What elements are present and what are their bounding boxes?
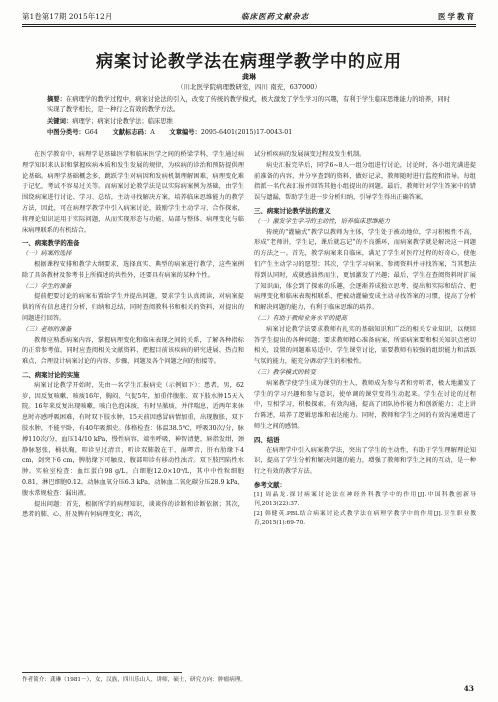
section-heading: 一、病案教学的准备 xyxy=(22,239,80,248)
reference-item: [2] 韩健英.PBL结合病案讨论式教学法在病理学教学中的作用[J].卫生职业教育,2015(1):69-70. xyxy=(254,510,476,527)
clc-value: G64 xyxy=(84,129,98,136)
affiliation: （川北医学院病理教研室，四川 南充，637000） xyxy=(177,83,321,91)
keywords-label: 关键词： xyxy=(47,118,73,125)
paragraph: 试分析疾病的发展演变过程及发生机制。 xyxy=(254,151,366,158)
paragraph: 病案教学使学生成为课堂的主人，教师成为参与者和旁听者，极大地激发了学生的学习兴趣和参与意识，使单调的课堂变得生动起来。学生在讨论的过程中，互相学习，积极探索，有效沟通，提高了团队协作能力和创新能力；走上讲台陈述，培养了逻辑思维和表达能力。同时，教师和学生之间的有效沟通增进了师生之间的感情。 xyxy=(254,379,476,430)
page-number: 43 xyxy=(463,684,474,693)
footnote-rule xyxy=(22,672,182,673)
section-name: 医学教育 xyxy=(438,12,476,21)
paragraph: 病案讨论教学法要求教师有扎实的基础知识和广泛的相关专业知识，以便回答学生提出的各种问题；要求教师精心准备病案，所需病案要和相关知识点密切相关，设置的问题难易适中，学生课堂讨论，需要教师有较强的组织能力和活跃气氛的能力，能充分调动学生的积极性。 xyxy=(254,325,476,366)
subsection-heading: （三）老师的准备 xyxy=(22,325,72,333)
journal-issue: 第1卷第17期 2015年12月 xyxy=(22,12,113,21)
article-no-label: 文章编号： xyxy=(169,129,201,136)
column-left xyxy=(22,150,244,521)
subsection-heading: （一）激发学生学习的主动性，培养临床思维能力 xyxy=(254,217,391,225)
references-title: 参考文献： xyxy=(254,480,286,489)
doc-code-value: A xyxy=(150,129,155,136)
keywords xyxy=(47,117,453,127)
paragraph: 在病理学中引入病案教学法，突出了学生的主动性，有助于学生理解理论知识，提高了学生分析和解决问题的能力，增强了教师和学生之间的互动，是一种行之有效的教学方法。 xyxy=(254,446,476,476)
section-heading: 三、病案讨论教学法的意义 xyxy=(254,206,331,215)
section-heading: 四、结语 xyxy=(254,435,280,444)
subsection-heading: （三）教学模式的转变 xyxy=(254,368,316,376)
paragraph: 在医学教育中，病理学是基础医学和临床医学之间的桥梁学科，学生通过病理学知识来认识和掌握疾病本质和发生发展的规律，为疾病的诊治和预防提供理论基础。病理学基础概念多，跳跃学生对病因和发病机制理解困难，病理变化难于记忆，考试不容易过关等。而病案讨论教学法是以实际病案例为基础，由学生围绕病案进行讨论、学习、总结，主动寻找解决方案，培养临床思维能力的教学方法，因此，可在病理学教学中引入病案讨论，鼓励学生主动学习、合作探索，将理论知识运用于实际问题，从而实现形态与功能、局部与整体、病理变化与临床病理联系的有机结合。 xyxy=(22,151,244,234)
reference-item: [1] 周晶龙.探讨病案讨论法在神经外科教学中的作用[J].中国科教创新导刊,2013(22):37. xyxy=(254,491,476,508)
paragraph: 教师应熟悉病案内容，掌握病理变化和临床表现之间的关系，了解各种指标的正常参考值。同时应查阅相关文献资料，把握目前该疾病的研究进展、热点和难点，合理设计病案讨论的内容、步骤，问题及各个问题之间的衔接等。 xyxy=(22,336,244,366)
subsection-heading: （二）有助于教师业务水平的提高 xyxy=(254,314,347,322)
author: 龚琳 xyxy=(242,72,256,81)
section-heading: 二、病案讨论的实施 xyxy=(22,370,80,379)
abstract-text: 在病理学的教学过程中，病案讨论法的引入，改变了传统的教学模式，极大激发了学生学习的兴趣，有利于学生临床思维能力的培养，同时实现了教学相长，是一种行之有效的教学方法。 xyxy=(47,96,450,113)
journal-name: 临床医药文献杂志 xyxy=(241,12,310,21)
article-meta xyxy=(47,128,453,138)
page-header xyxy=(22,10,476,23)
paragraph: 病史汇报完毕后，同学6~8人一组分组进行讨论，讨论时，各小组充满进提前准备的内容，并分享查到的资料，做好记录，教师随时进行监控和指导。每组指派一名代表汇报并回答其他小组提出的问题。最后，教师针对学生答案中的错误与遗漏，帮助学生进一步分析归纳，引导学生得出正确答案。 xyxy=(254,161,476,202)
header-rule-thin xyxy=(22,26,476,27)
header-rule xyxy=(22,24,476,25)
doc-code-label: 文献标志码： xyxy=(112,129,151,136)
article-title: 病案讨论教学法在病理学教学中的应用 xyxy=(96,52,402,72)
article-no-value: 2095-6401(2015)17-0043-01 xyxy=(200,129,293,136)
abstract-label: 摘要： xyxy=(47,96,66,103)
column-right xyxy=(254,150,476,529)
paragraph: 提前把要讨论的病案布置给学生并提出问题，要求学生认真阅读，对病案提供的所有信息进行分析，归纳和总结，同时查阅教科书和相关的资料，对提出的问题进行回答。 xyxy=(22,293,244,322)
keywords-text: 病理学；病案讨论教学法；临床思维 xyxy=(72,118,173,125)
subsection-heading: （一）病案的选择 xyxy=(22,250,72,258)
clc-label: 中图分类号： xyxy=(47,129,85,136)
paragraph: 传统的“灌输式”教学以教师为主体，学生处于被动地位，学习积极性不高，形成“老师讲，学生记，课后就忘记”的不良循环，而病案教学就是解决这一问题的方法之一。首先，教学病案来自临床，满足了学生对医疗过程的好奇心，使他们产生主动学习的愿望；其次，学生学习病案、参阅资料并寻找答案，当其想法得到认同时，成就感油然而生，更加激发了兴趣；最后，学生在查阅资料时扩展了知识面，体会到了探索的乐趣，会逐渐养成独立思考、提出和实际和结合、把病理变化和临床表现相联系、把被动灌输变成主动寻找答案的习惯，提高了分析和解决问题的能力，有利于临床思维的培养。 xyxy=(254,228,476,312)
abstract xyxy=(47,95,453,115)
paragraph: 提出问题：首先，根据所学的病理知识，谈谈你的诊断和诊断依据；其次，患者的肺、心、肝及脾有何病理变化；再次， xyxy=(22,500,244,519)
subsection-heading: （二）学生的准备 xyxy=(22,282,72,290)
paragraph: 病案讨论教学开始时，先由一名学生汇报病史（示例如下）：患者，男，62岁，因反复咳嗽、咳痰16年，胸闷、气促5年，加重伴腹胀、双下肢水肿15天入院。16年来反复出现咳嗽，咳白色泡沫痰，有时呈脓痰，并伴喘息，近两年来休息时亦感呼吸困难，有时双下肢水肿，15天前因感冒病情加重，出现腹胀，双下肢水肿，不能平卧，有40年吸烟史。体格检查：体温38.5℃，呼吸30次/分，脉搏110次/分，血压14/10 kPa，慢性病容，端坐呼吸，神智清楚，唇指发绀，颈静脉怒张，桶状胸，叩诊呈过清音，听诊双肺散在干、湿啰音，肝右肋缘下4 cm，剑突下6 cm，脾肋缘下可触及，腹部叩诊有移动性浊音。双下肢凹陷性水肿。实验室检查：血红蛋白98 g/L，白细胞12.0×10⁹/L，其中中性粒细胞0.81，淋巴细胞0.12。动脉血氧分压6.3 kPa，动脉血二氧化碳分压28.9 kPa，腹水常规检查：漏出液。 xyxy=(22,381,244,497)
paragraph: 根据课程安排和教学大纲要求，选择真实、典型的病案进行教学，这些案例除了具备教材及参考书上所描述的共性外，还要具有病案的某种个性。 xyxy=(22,260,244,279)
author-footnote: 作者简介：龚琳（1981－），女，汉族，四川乐山人，讲师，硕士，研究方向：肿瘤病理。 xyxy=(22,677,246,683)
